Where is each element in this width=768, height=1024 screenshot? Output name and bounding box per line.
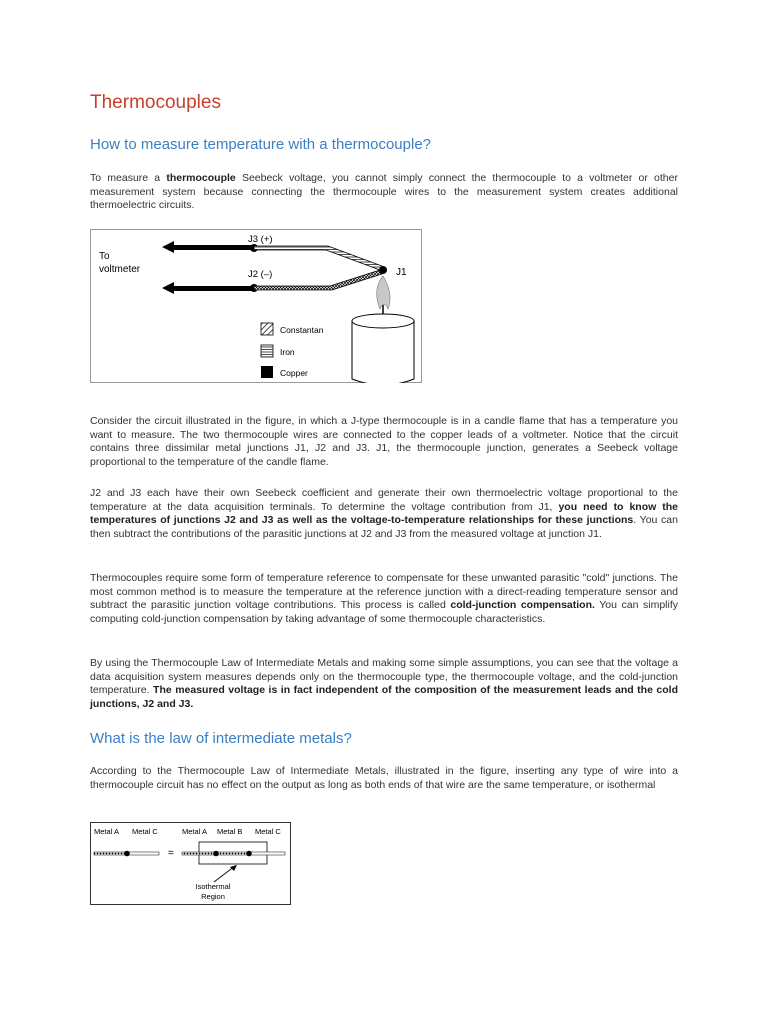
page-title: Thermocouples [90,92,221,113]
j1-label: J1 [396,267,407,278]
isothermal-label-2: Region [201,892,225,901]
paragraph-intro: To measure a thermocouple Seebeck voltage, you cannot simply connect the thermocouple to a voltmeter or other measurement system because connecting the thermocouple wires to the measurement system creates additional thermoelectric circuits. [90,172,678,211]
junction-ab [213,851,219,857]
metal-c-right-label: Metal C [255,827,281,836]
metal-c-wire-left [127,852,159,855]
paragraph-law-intro: By using the Thermocouple Law of Intermediate Metals and making some simple assumptions, you can see that the voltage a data acquisition system measures depends only on the thermocouple type, the thermocouple voltage, and the cold-junction temperature. The measured voltage is in fact independent of the composition of the measurement leads and the cold junctions, J2 and J3. [90,657,678,710]
legend-iron-label: Iron [280,347,295,357]
candle-body [352,321,414,383]
paragraph-circuit: Consider the circuit illustrated in the figure, in which a J-type thermocouple is in a candle flame that has a temperature you want to measure. The two thermocouple wires are connected to the copper leads of a voltmeter. Notice that the circuit contains three dissimilar metal junctions J1, J2 and J3. J1, the thermocouple junction, generates a Seebeck voltage proportional to the temperature of the candle flame. [90,415,678,468]
candle-top [352,314,414,328]
copper-lead-top [172,245,254,250]
paragraph-law: According to the Thermocouple Law of Intermediate Metals, illustrated in the figure, inserting any type of wire into a thermocouple circuit has no effect on the output as long as both ends of that wire are the same temperature, or isothermal [90,765,678,791]
metal-a-right-label: Metal A [182,827,208,836]
equals-sign: = [168,848,174,859]
paragraph-seebeck: J2 and J3 each have their own Seebeck coefficient and generate their own thermoelectric voltage proportional to the temperature at the data acquisition terminals. To determine the voltage contribution from J1, you need to know the temperatures of junctions J2 and J3 as well as the voltage-to-temperature relationships for these junctions. You can then subtract the contributions of the parasitic junctions at J2 and J3 from the measured voltage at junction J1. [90,487,678,540]
section-heading-law: What is the law of intermediate metals? [90,730,352,747]
legend-iron-swatch [261,345,273,357]
to-voltmeter-label-1: To [99,251,110,262]
copper-lead-bottom [172,286,254,291]
metal-c-wire-right [249,852,285,855]
thermocouple-circuit-figure [90,229,422,383]
paragraph-cold-junction: Thermocouples require some form of temperature reference to compensate for these unwanted parasitic "cold" junctions. The most common method is to measure the temperature at the reference junction with a direct-reading temperature sensor and subtract the parasitic junction voltage contributions. This process is called cold-junction compensation. You can simplify computing cold-junction compensation by taking advantage of some thermocouple characteristics. [90,572,678,625]
legend-constantan-swatch [261,323,273,335]
junction-left [124,851,130,857]
to-voltmeter-label-2: voltmeter [99,264,141,275]
metal-c-left-label: Metal C [132,827,158,836]
metal-a-wire-left [94,852,127,855]
metal-a-left-label: Metal A [94,827,120,836]
metal-b-right-label: Metal B [217,827,243,836]
metal-a-wire-right [182,852,216,855]
junction-j1 [379,266,387,274]
junction-bc [246,851,252,857]
legend-copper-swatch [261,366,273,378]
intermediate-metals-figure [90,822,291,905]
isothermal-label-1: Isothermal [195,882,231,891]
section-heading-measure: How to measure temperature with a thermocouple? [90,136,432,153]
legend-constantan-label: Constantan [280,325,324,335]
legend-copper-label: Copper [280,368,308,378]
j2-label: J2 (–) [248,269,273,280]
j3-label: J3 (+) [248,234,273,245]
metal-b-wire-right [216,852,249,855]
